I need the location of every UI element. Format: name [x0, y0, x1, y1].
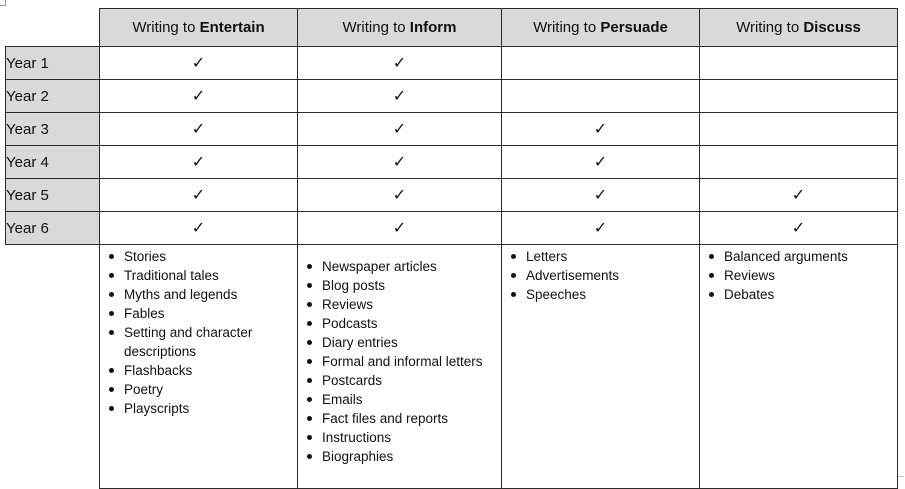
row-label-year-4: Year 4: [6, 146, 100, 179]
genre-item: Reviews: [322, 295, 501, 314]
genre-list-inform: [298, 257, 501, 466]
column-header-emphasis: Inform: [409, 19, 457, 36]
check-mark: [700, 80, 898, 113]
genres-discuss: [700, 245, 898, 489]
genres-persuade: [502, 245, 700, 489]
check-mark: [700, 47, 898, 80]
table-row-year-3: [6, 113, 898, 146]
genre-item: Playscripts: [124, 399, 297, 418]
genres-row-spacer: [6, 245, 100, 489]
genre-item: Podcasts: [322, 314, 501, 333]
check-mark: [700, 146, 898, 179]
header-row: [6, 9, 898, 47]
table-row-year-1: [6, 47, 898, 80]
table-row-year-2: [6, 80, 898, 113]
row-label-year-2: Year 2: [6, 80, 100, 113]
genre-item: Speeches: [526, 285, 699, 304]
check-mark: ✓: [502, 146, 700, 179]
header-corner: [6, 9, 100, 47]
column-header-persuade: [502, 9, 700, 47]
genre-item: Advertisements: [526, 266, 699, 285]
check-mark: ✓: [298, 146, 502, 179]
table-row-year-4: [6, 146, 898, 179]
column-header-entertain: [100, 9, 298, 47]
table-row-year-6: [6, 212, 898, 245]
column-header-emphasis: Entertain: [199, 19, 265, 36]
check-mark: [502, 47, 700, 80]
genre-item: Formal and informal letters: [322, 352, 501, 371]
genre-item: Biographies: [322, 447, 501, 466]
check-mark: ✓: [298, 80, 502, 113]
genre-item: Fables: [124, 304, 297, 323]
column-header-prefix: Writing to: [533, 19, 601, 36]
check-mark: ✓: [100, 179, 298, 212]
check-mark: ✓: [502, 212, 700, 245]
column-header-discuss: [700, 9, 898, 47]
column-header-prefix: Writing to: [342, 19, 410, 36]
genre-list-discuss: [700, 247, 897, 304]
check-mark: ✓: [700, 212, 898, 245]
genres-entertain: [100, 245, 298, 489]
table-row-year-5: [6, 179, 898, 212]
genre-item: Balanced arguments: [724, 247, 897, 266]
genre-item: Fact files and reports: [322, 409, 501, 428]
check-mark: ✓: [100, 47, 298, 80]
check-mark: ✓: [298, 212, 502, 245]
page-corner-marker: [0, 0, 6, 6]
genre-item: Letters: [526, 247, 699, 266]
row-label-year-5: Year 5: [6, 179, 100, 212]
check-mark: ✓: [700, 179, 898, 212]
page-corner-marker-bottom: [897, 476, 904, 483]
genre-list-entertain: [100, 247, 297, 418]
genre-item: Newspaper articles: [322, 257, 501, 276]
row-label-year-3: Year 3: [6, 113, 100, 146]
genre-item: Myths and legends: [124, 285, 297, 304]
genre-item: Setting and character descriptions: [124, 323, 269, 361]
check-mark: [700, 113, 898, 146]
genre-item: Instructions: [322, 428, 501, 447]
check-mark: ✓: [100, 113, 298, 146]
genre-item: Traditional tales: [124, 266, 297, 285]
genre-item: Postcards: [322, 371, 501, 390]
column-header-emphasis: Persuade: [600, 19, 668, 36]
genre-item: Debates: [724, 285, 897, 304]
writing-purposes-table: [5, 8, 898, 489]
check-mark: ✓: [298, 113, 502, 146]
check-mark: ✓: [100, 146, 298, 179]
column-header-prefix: Writing to: [132, 19, 200, 36]
genre-item: Flashbacks: [124, 361, 297, 380]
row-label-year-6: Year 6: [6, 212, 100, 245]
genre-item: Emails: [322, 390, 501, 409]
genres-row: [6, 245, 898, 489]
genre-list-persuade: [502, 247, 699, 304]
check-mark: ✓: [298, 179, 502, 212]
column-header-prefix: Writing to: [736, 19, 804, 36]
check-mark: ✓: [298, 47, 502, 80]
genre-item: Diary entries: [322, 333, 501, 352]
check-mark: ✓: [502, 179, 700, 212]
check-mark: ✓: [100, 212, 298, 245]
row-label-year-1: Year 1: [6, 47, 100, 80]
genre-item: Stories: [124, 247, 297, 266]
column-header-inform: [298, 9, 502, 47]
genre-item: Reviews: [724, 266, 897, 285]
check-mark: [502, 80, 700, 113]
genres-inform: [298, 245, 502, 489]
check-mark: ✓: [100, 80, 298, 113]
column-header-emphasis: Discuss: [803, 19, 861, 36]
check-mark: ✓: [502, 113, 700, 146]
genre-item: Blog posts: [322, 276, 501, 295]
genre-item: Poetry: [124, 380, 297, 399]
